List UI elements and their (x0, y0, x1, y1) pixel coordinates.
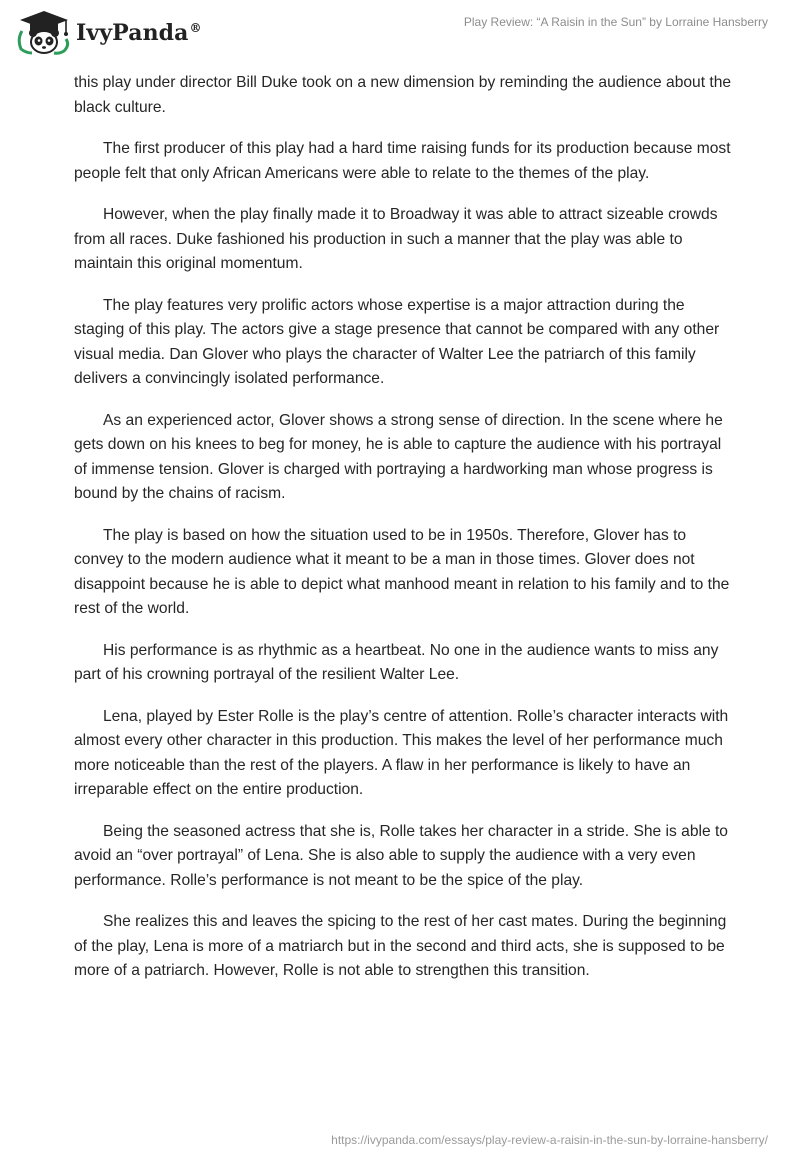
brand-logo[interactable] (14, 9, 202, 55)
brand-name: IvyPanda® (76, 20, 202, 46)
source-url-link[interactable]: https://ivypanda.com/essays/play-review-a-raisin-in-the-sun-by-lorraine-hansberry/ (331, 1133, 768, 1147)
paragraph: She realizes this and leaves the spicing to the rest of her cast mates. During the beginning of the play, Lena is more of a matriarch but in the second and third acts, she is supposed to be more of a patriarch. However, Rolle is not able to strengthen this transition. (74, 913, 727, 979)
essay-body (74, 71, 734, 1001)
paragraph: His performance is as rhythmic as a heartbeat. No one in the audience wants to miss any part of his crowning portrayal of the resilient Walter Lee. (74, 641, 719, 683)
paragraph: The play features very prolific actors whose expertise is a major attraction during the staging of this play. The actors give a stage presence that cannot be compared with any other visual media. Dan Glover who plays the character of Walter Lee the patriarch of this family delivers a convincingly isolated performance. (74, 296, 720, 387)
page-header (0, 0, 800, 66)
paragraph: Being the seasoned actress that she is, Rolle takes her character in a stride. She is able to avoid an “over portrayal” of Lena. She is also able to supply the audience with a very even performance. Rolle’s performance is not meant to be the spice of the play. (74, 822, 728, 889)
registered-mark: ® (189, 20, 202, 35)
paragraph: The play is based on how the situation used to be in 1950s. Therefore, Glover has to convey to the modern audience what it meant to be a man in those times. Glover does not disappoint because he is able to depict what manhood meant in relation to his family and to the rest of the world. (74, 526, 730, 617)
paragraph: As an experienced actor, Glover shows a strong sense of direction. In the scene where he gets down on his knees to beg for money, he is able to capture the audience with his portrayal of immense tension. Glover is charged with portraying a hardworking man whose progress is bound by the chains of racism. (74, 411, 723, 502)
paragraph: this play under director Bill Duke took on a new dimension by reminding the audience about the black culture. (74, 74, 732, 116)
paragraph: The first producer of this play had a hard time raising funds for its production because most people felt that only African Americans were able to relate to the themes of the play. (74, 140, 731, 182)
paragraph: Lena, played by Ester Rolle is the play’s centre of attention. Rolle’s character interacts with almost every other character in this production. This makes the level of her performance much more noticeable than the rest of the players. A flaw in her performance is likely to have an irreparable effect on the entire production. (74, 707, 729, 798)
panda-logo-icon (14, 9, 74, 55)
document-title: Play Review: “A Raisin in the Sun” by Lorraine Hansberry (463, 15, 768, 29)
paragraph: However, when the play finally made it to Broadway it was able to attract sizeable crowds from all races. Duke fashioned his production in such a manner that the play was able to maintain this original momentum. (74, 206, 718, 272)
